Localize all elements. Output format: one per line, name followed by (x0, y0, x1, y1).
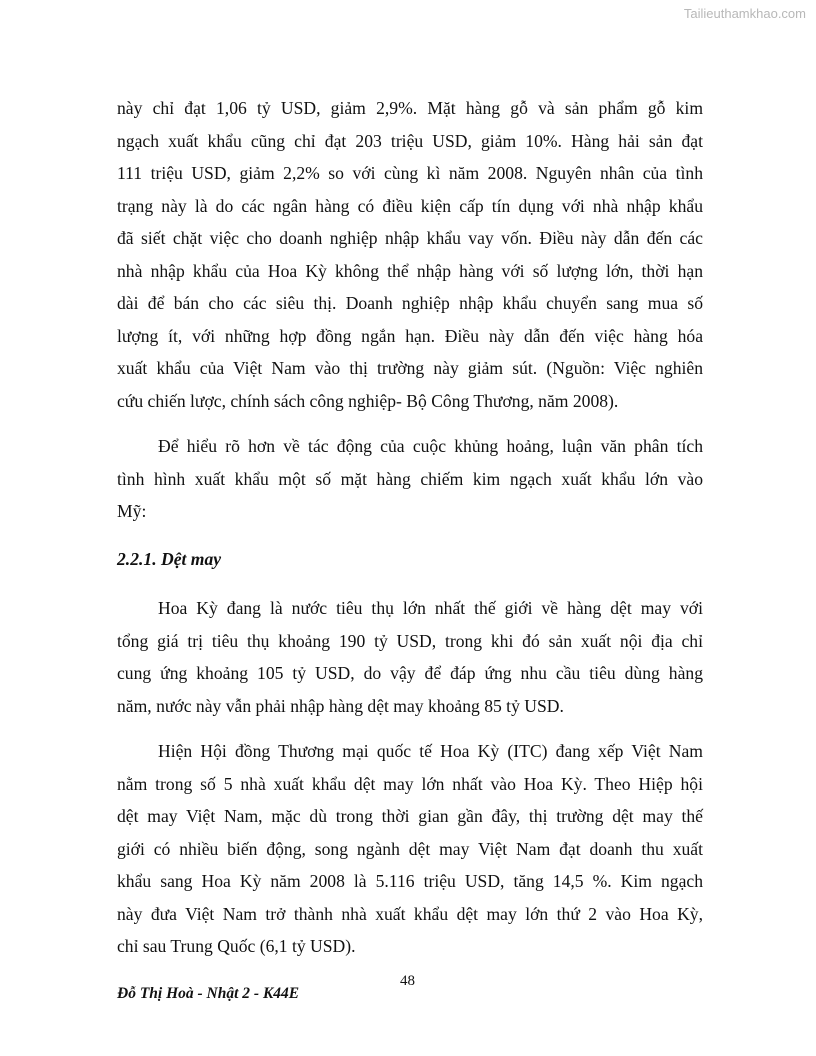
text-line: đã siết chặt việc cho doanh nghiệp nhập khẩu vay vốn. Điều này dẫn đến các (117, 228, 703, 248)
text-line: dệt may Việt Nam, mặc dù trong thời gian gần đây, thị trường dệt may thế (117, 806, 703, 826)
text-line: nhà nhập khẩu của Hoa Kỳ không thể nhập hàng với số lượng lớn, thời hạn (117, 260, 703, 281)
paragraph-3 (117, 592, 703, 722)
paragraph-4 (117, 735, 703, 963)
section-heading: 2.2.1. Dệt may (117, 549, 222, 569)
paragraph-2 (117, 430, 703, 528)
paragraph-1 (117, 92, 703, 417)
text-line: tình hình xuất khẩu một số mặt hàng chiếm kim ngạch xuất khẩu lớn vào (117, 468, 703, 489)
text-line: tổng giá trị tiêu thụ khoảng 190 tỷ USD, trong khi đó sản xuất nội địa chỉ (117, 630, 703, 651)
text-line: chỉ sau Trung Quốc (6,1 tỷ USD). (117, 936, 356, 956)
text-line: trạng này là do các ngân hàng có điều kiện cấp tín dụng với nhà nhập khẩu (117, 195, 703, 216)
text-line: Để hiểu rõ hơn về tác động của cuộc khủng hoảng, luận văn phân tích (158, 436, 703, 456)
text-line: khẩu sang Hoa Kỳ năm 2008 là 5.116 triệu USD, tăng 14,5 %. Kim ngạch (117, 871, 703, 891)
text-line: nằm trong số 5 nhà xuất khẩu dệt may lớn nhất vào Hoa Kỳ. Theo Hiệp hội (117, 773, 703, 794)
text-line: 111 triệu USD, giảm 2,2% so với cùng kì năm 2008. Nguyên nhân của tình (117, 163, 703, 183)
text-line: Hiện Hội đồng Thương mại quốc tế Hoa Kỳ (ITC) đang xếp Việt Nam (158, 741, 703, 761)
page-number: 48 (400, 973, 415, 989)
text-line: ngạch xuất khẩu cũng chỉ đạt 203 triệu USD, giảm 10%. Hàng hải sản đạt (117, 130, 703, 151)
text-line: Hoa Kỳ đang là nước tiêu thụ lớn nhất thế giới về hàng dệt may với (158, 598, 703, 618)
text-line: năm, nước này vẫn phải nhập hàng dệt may khoảng 85 tỷ USD. (117, 695, 564, 716)
text-line: cung ứng khoảng 105 tỷ USD, do vậy để đáp ứng nhu cầu tiêu dùng hàng (117, 663, 703, 683)
text-line: này đưa Việt Nam trở thành nhà xuất khẩu dệt may lớn thứ 2 vào Hoa Kỳ, (117, 903, 703, 924)
text-line: xuất khẩu của Việt Nam vào thị trường này giảm sút. (Nguồn: Việc nghiên (117, 358, 703, 378)
text-line: này chỉ đạt 1,06 tỷ USD, giảm 2,9%. Mặt hàng gỗ và sản phẩm gỗ kim (117, 98, 703, 118)
text-line: lượng ít, với những hợp đồng ngắn hạn. Điều này dẫn đến việc hàng hóa (117, 325, 703, 346)
text-line: dài để bán cho các siêu thị. Doanh nghiệp nhập khẩu chuyển sang mua số (117, 293, 703, 313)
watermark: Tailieuthamkhao.com (683, 6, 806, 21)
text-line: Mỹ: (117, 501, 147, 521)
text-line: cứu chiến lược, chính sách công nghiệp- Bộ Công Thương, năm 2008). (117, 390, 619, 411)
text-line: giới có nhiều biến động, song ngành dệt may Việt Nam đạt doanh thu xuất (117, 838, 703, 859)
footer-author: Đỗ Thị Hoà - Nhật 2 - K44E (117, 985, 300, 1002)
